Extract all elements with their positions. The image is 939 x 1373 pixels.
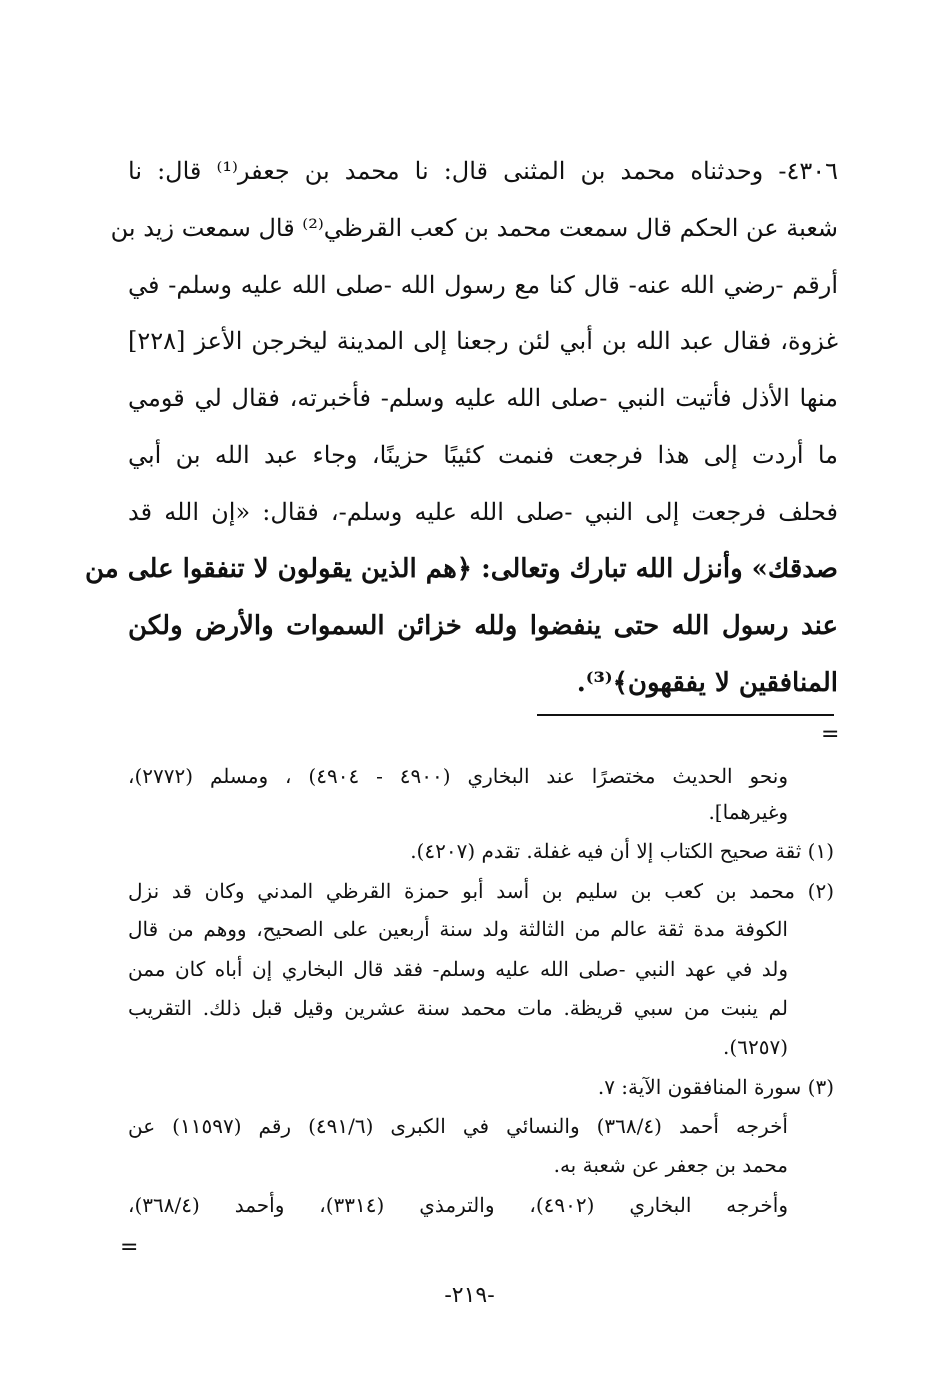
main-line: منها الأذل فأتيت النبي -صلى الله عليه وسلم- فأخبرته، فقال لي قومي: [128, 384, 838, 412]
footnote-line: (٦٢٥٧).: [723, 1035, 788, 1059]
main-line: غزوة، فقال عبد الله بن أبي لئن رجعنا إلى المدينة ليخرجن الأعز [٢٢٨]: [128, 327, 838, 355]
footnote-1: (١) ثقة صحيح الكتاب إلا أن فيه غفلة. تقدم (٤٢٠٧).: [410, 839, 834, 863]
continuation-mark: =: [821, 722, 840, 747]
footnote-line: ونحو الحديث مختصرًا عند البخاري (٤٩٠٠ - ٤٩٠٤) ، ومسلم (٢٧٧٢)،: [128, 764, 788, 788]
footnote-line: وأخرجه البخاري (٤٩٠٢)، والترمذي (٣٣١٤)، وأحمد (٣٦٨/٤)،: [128, 1193, 788, 1217]
main-line: فحلف فرجعت إلى النبي -صلى الله عليه وسلم-، فقال: «إن الله قد: [128, 498, 838, 526]
footnote-continuation-mark: =: [120, 1235, 139, 1260]
main-line: ٤٣٠٦- وحدثناه محمد بن المثنى قال: نا محمد بن جعفر⁽¹⁾ قال: نا: [128, 157, 838, 185]
main-line-quran: عند رسول الله حتى ينفضوا ولله خزائن السموات والأرض ولكن: [128, 611, 838, 641]
footnote-line: ولد في عهد النبي -صلى الله عليه وسلم- فقد قال البخاري إن أباه كان ممن: [128, 957, 788, 981]
footnote-line: محمد بن جعفر عن شعبة به.: [553, 1153, 788, 1177]
main-line-quran: المنافقين لا يفقهون﴾⁽³⁾.: [576, 668, 838, 698]
footnote-line: وغيرهما].: [708, 800, 788, 824]
footnote-line: الكوفة مدة ثقة عالم من الثالثة ولد سنة أربعين على الصحيح، ووهم من قال: [128, 917, 788, 941]
main-line: أرقم -رضي الله عنه- قال كنا مع رسول الله -صلى الله عليه وسلم- في: [128, 271, 838, 299]
page-number: -٢١٩-: [444, 1283, 495, 1308]
footnote-3: (٣) سورة المنافقون الآية: ٧.: [597, 1075, 834, 1099]
main-line: ما أردت إلى هذا فرجعت فنمت كئيبًا حزينًا، وجاء عبد الله بن أبي: [128, 441, 838, 469]
footnote-line: أخرجه أحمد (٣٦٨/٤) والنسائي في الكبرى (٤٩١/٦) رقم (١١٥٩٧) عن: [128, 1114, 788, 1138]
footnote-2: (٢) محمد بن كعب بن سليم بن أسد أبو حمزة القرظي المدني وكان قد نزل: [128, 879, 834, 903]
main-line: شعبة عن الحكم قال سمعت محمد بن كعب القرظي⁽²⁾ قال سمعت زيد بن: [110, 214, 838, 242]
footnote-line: لم ينبت من سبي قريظة. مات محمد سنة عشرين وقيل قبل ذلك. التقريب: [128, 996, 788, 1020]
main-line-quran: صدقك» وأنزل الله تبارك وتعالى: ﴿هم الذين يقولون لا تنفقوا على من: [85, 554, 838, 584]
footnote-separator: [537, 714, 834, 716]
